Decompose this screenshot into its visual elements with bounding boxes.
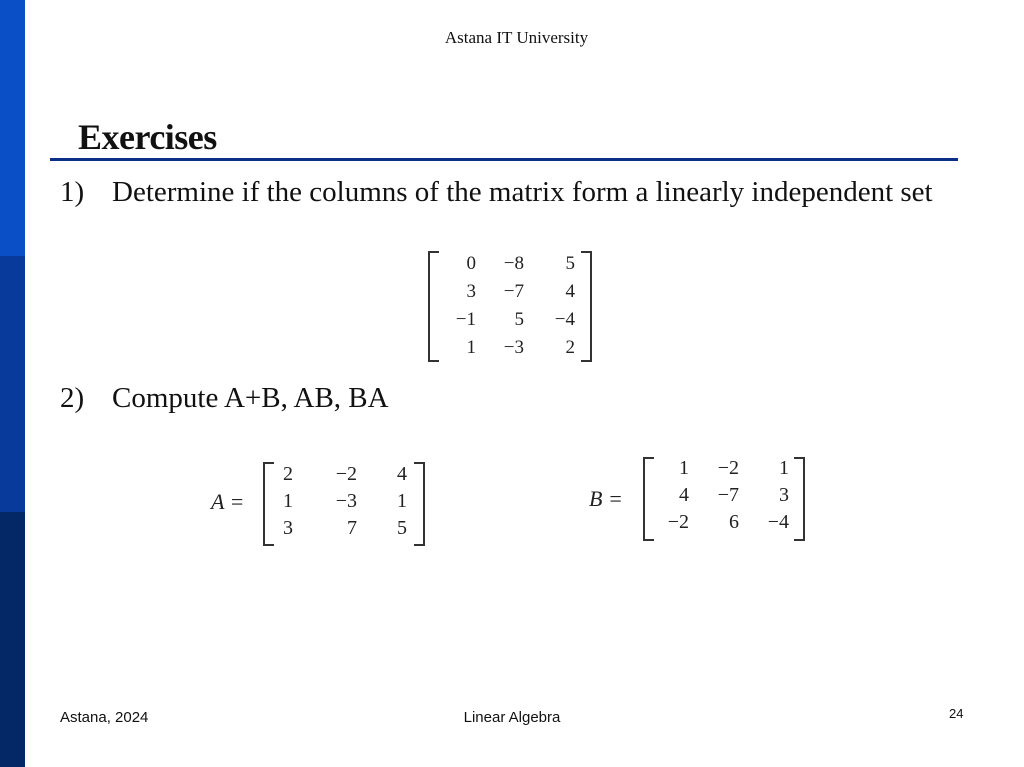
sidebar-band-middle (0, 256, 25, 512)
matrix-cell: 1 (397, 490, 407, 512)
exercise-2 (60, 378, 955, 419)
matrix-4x3 (428, 251, 592, 362)
footer-course-name: Linear Algebra (463, 709, 561, 726)
matrix-cell: −3 (503, 337, 524, 358)
matrix-cell: 7 (347, 517, 357, 539)
matrix-cell: 4 (679, 484, 689, 506)
matrix-b (643, 457, 805, 541)
matrix-a-label: A = (211, 489, 245, 514)
footer-location-date: Astana, 2024 (60, 709, 149, 726)
exercise-1 (60, 172, 955, 254)
matrix-cell: −3 (335, 490, 357, 512)
matrix-right-bracket (581, 251, 592, 362)
matrix-b-right-bracket (794, 457, 805, 541)
exercise-2-number: 2) (60, 382, 85, 414)
matrix-cell: −7 (503, 281, 524, 302)
matrix-cell: −4 (554, 309, 575, 330)
matrix-cell: 3 (779, 484, 789, 506)
matrix-cell: 3 (466, 281, 476, 302)
matrix-b-label: B = (589, 486, 623, 511)
page-number: 24 (949, 706, 964, 721)
matrix-cell: −4 (767, 511, 789, 533)
matrix-cell: 6 (729, 511, 739, 533)
matrix-a (263, 462, 425, 546)
matrix-cell: 2 (565, 337, 575, 358)
matrix-cell: −8 (503, 253, 524, 274)
exercise-1-number: 1) (60, 176, 85, 208)
matrix-cell: 2 (283, 463, 293, 485)
matrix-cell: 1 (283, 490, 293, 512)
matrix-cell: 5 (397, 517, 407, 539)
matrix-cell: −2 (667, 511, 689, 533)
sidebar-band-bottom (0, 512, 25, 767)
matrix-cell: −1 (455, 309, 476, 330)
matrix-cell: −2 (717, 457, 739, 479)
matrix-cell: 3 (283, 517, 293, 539)
matrix-b-left-bracket (643, 457, 654, 541)
matrix-cell: 1 (466, 337, 476, 358)
matrix-cell: −2 (335, 463, 357, 485)
exercise-2-text: Compute A+B, AB, BA (112, 382, 389, 414)
exercise-1-text: Determine if the columns of the matrix form a linearly independent set (112, 176, 933, 208)
matrix-cell: 4 (565, 281, 575, 302)
matrix-cell: 5 (565, 253, 575, 274)
title-underline (50, 158, 958, 161)
matrix-left-bracket (428, 251, 439, 362)
header-institution: Astana IT University (444, 28, 589, 47)
matrix-cell: 4 (397, 463, 407, 485)
slide-title: Exercises (78, 117, 217, 157)
matrix-a-right-bracket (414, 462, 425, 546)
matrix-cell: −7 (717, 484, 739, 506)
matrix-cell: 1 (779, 457, 789, 479)
matrix-cell: 5 (514, 309, 524, 330)
matrix-cell: 1 (679, 457, 689, 479)
matrix-a-left-bracket (263, 462, 274, 546)
matrix-cell: 0 (466, 253, 476, 274)
